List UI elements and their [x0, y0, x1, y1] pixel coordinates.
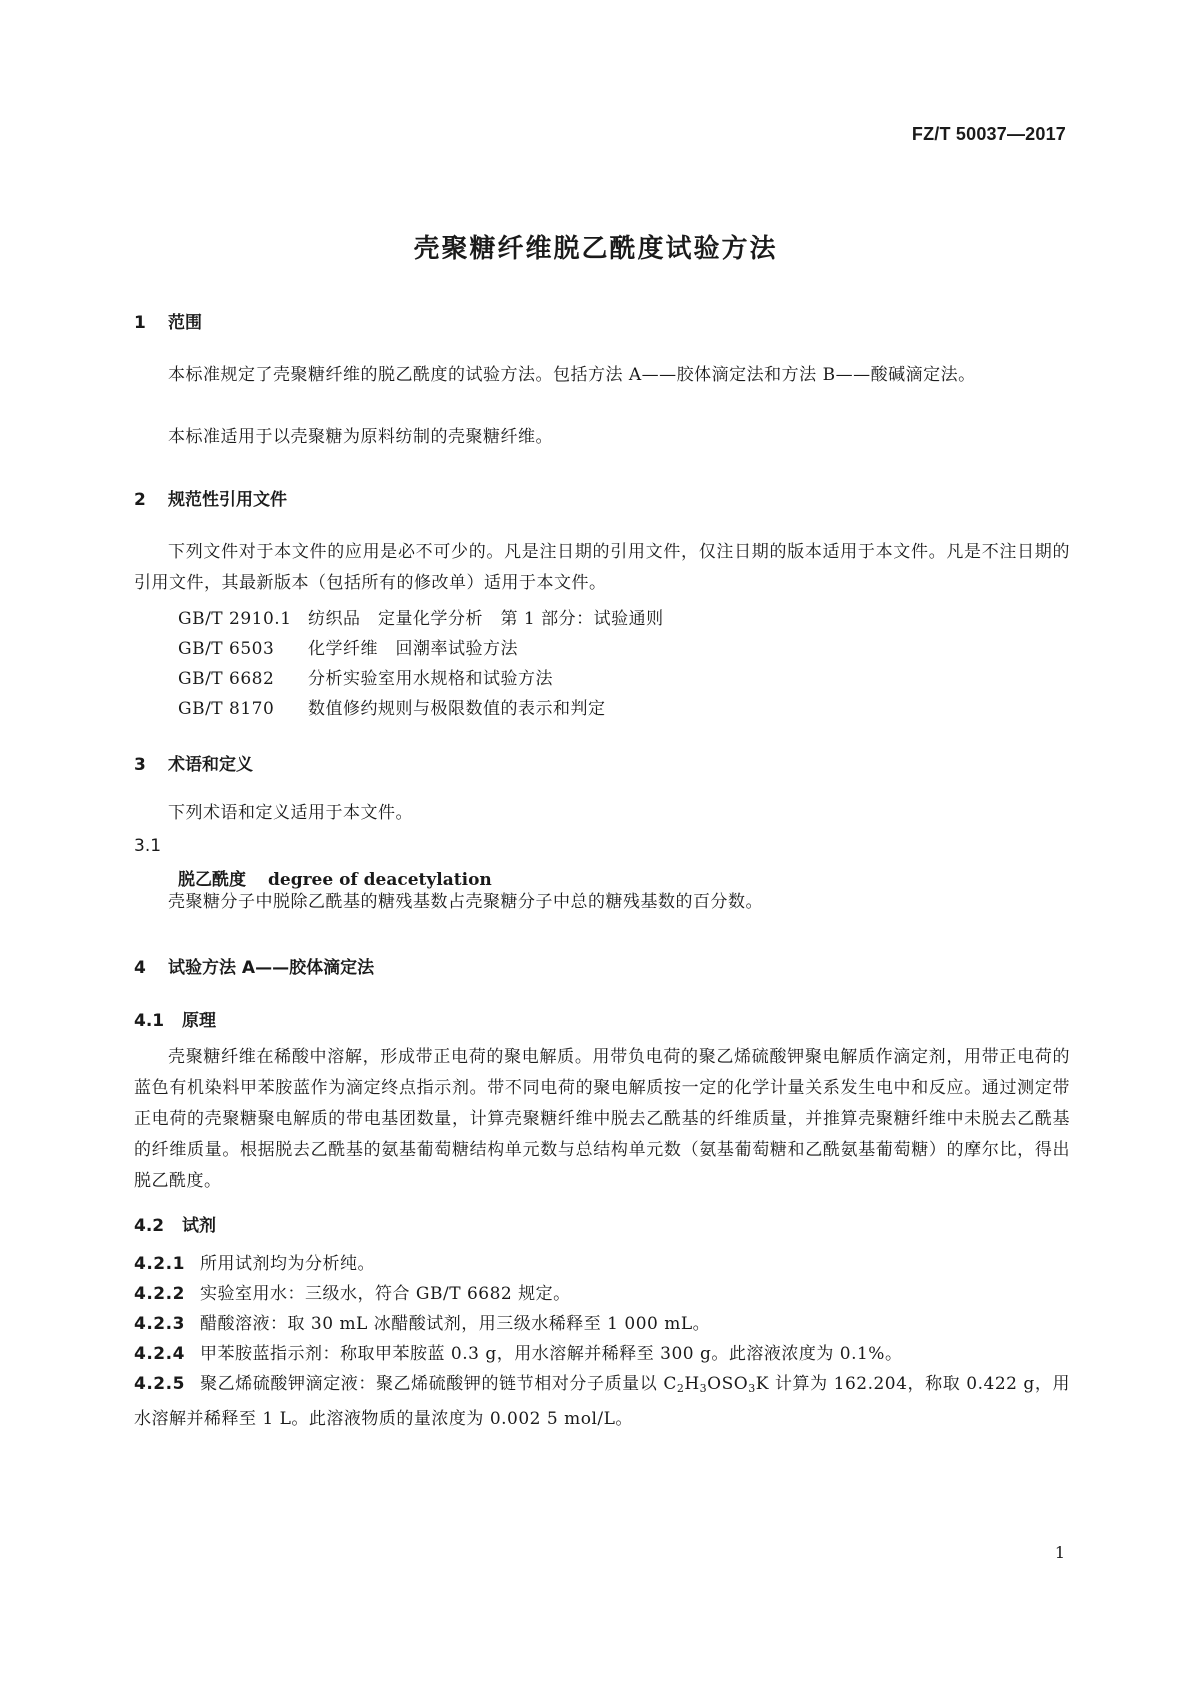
subsection-title: 试剂: [182, 1216, 216, 1236]
reference-code: GB/T 6503: [178, 639, 275, 659]
reference-title: 化学纤维 回潮率试验方法: [308, 639, 518, 659]
term-definition: 壳聚糖分子中脱除乙酰基的糖残基数占壳聚糖分子中总的糖残基数的百分数。: [168, 892, 763, 912]
section-number: 3: [134, 755, 146, 775]
clause-number: 4.2.1: [134, 1254, 185, 1274]
term-english: degree of deacetylation: [268, 870, 492, 890]
section-number: 1: [134, 313, 146, 333]
clause-item: [134, 1369, 1070, 1435]
reference-title: 数值修约规则与极限数值的表示和判定: [308, 699, 606, 719]
section-3-heading: [134, 750, 253, 775]
clause-text: 实验室用水：三级水，符合 GB/T 6682 规定。: [200, 1284, 571, 1304]
clause-number: 4.2.4: [134, 1344, 185, 1364]
section-2-heading: [134, 485, 287, 510]
paragraph: 壳聚糖纤维在稀酸中溶解，形成带正电荷的聚电解质。用带负电荷的聚乙烯硫酸钾聚电解质作滴定剂，用带正电荷的蓝色有机染料甲苯胺蓝作为滴定终点指示剂。带不同电荷的聚电解质按一定的化学计量关系发生电中和反应。通过测定带正电荷的壳聚糖聚电解质的带电基团数量，计算壳聚糖纤维中脱去乙酰基的纤维质量，并推算壳聚糖纤维中未脱去乙酰基的纤维质量。根据脱去乙酰基的氨基葡萄糖结构单元数与总结构单元数（氨基葡萄糖和乙酰氨基葡萄糖）的摩尔比，得出脱乙酰度。: [134, 1047, 1070, 1191]
subsection-4-1-heading: [134, 1006, 216, 1031]
paragraph: 本标准规定了壳聚糖纤维的脱乙酰度的试验方法。包括方法 A——胶体滴定法和方法 B——酸碱滴定法。: [168, 365, 976, 385]
section-number: 4: [134, 958, 146, 978]
subsection-title: 原理: [182, 1011, 216, 1031]
clause-item: [134, 1309, 1070, 1340]
standard-code: FZ/T 50037—2017: [911, 124, 1066, 144]
clause-item: [134, 1249, 1070, 1280]
reference-code: GB/T 2910.1: [178, 609, 292, 629]
reference-title: 纺织品 定量化学分析 第 1 部分：试验通则: [308, 609, 664, 629]
normative-reference: [178, 634, 518, 659]
subsection-number: 4.1: [134, 1011, 165, 1031]
section-number: 2: [134, 490, 146, 510]
reference-title: 分析实验室用水规格和试验方法: [308, 669, 553, 689]
clause-number: 4.2.5: [134, 1374, 185, 1394]
clause-text: 醋酸溶液：取 30 mL 冰醋酸试剂，用三级水稀释至 1 000 mL。: [200, 1314, 711, 1334]
section-title: 范围: [168, 313, 202, 333]
normative-reference: [178, 604, 664, 629]
term-chinese: 脱乙酰度: [178, 870, 246, 890]
term-number: 3.1: [134, 836, 162, 856]
document-title: 壳聚糖纤维脱乙酰度试验方法: [413, 234, 778, 264]
clause-number: 4.2.2: [134, 1284, 185, 1304]
reference-code: GB/T 6682: [178, 669, 275, 689]
clause-text: 聚乙烯硫酸钾滴定液：聚乙烯硫酸钾的链节相对分子质量以 $C_2H_3OSO_3K$ 计算为 162.204，称取 0.422 g，用水溶解并稀释至 1 L。此溶液物质的量浓度为 0.002 5 mol/L。: [134, 1374, 1070, 1429]
section-title: 规范性引用文件: [168, 490, 287, 510]
reference-code: GB/T 8170: [178, 699, 275, 719]
clause-item: [134, 1339, 1070, 1370]
section-4-heading: [134, 953, 374, 978]
clause-item: [134, 1279, 1070, 1310]
subsection-number: 4.2: [134, 1216, 165, 1236]
section-1-heading: [134, 308, 202, 333]
section-title: 术语和定义: [168, 755, 253, 775]
paragraph: 下列文件对于本文件的应用是必不可少的。凡是注日期的引用文件，仅注日期的版本适用于本文件。凡是不注日期的引用文件，其最新版本（包括所有的修改单）适用于本文件。: [134, 542, 1070, 593]
section-title: 试验方法 A——胶体滴定法: [168, 958, 375, 978]
page-number: 1: [1054, 1543, 1065, 1562]
paragraph: 本标准适用于以壳聚糖为原料纺制的壳聚糖纤维。: [168, 427, 553, 447]
normative-reference: [178, 694, 606, 719]
clause-number: 4.2.3: [134, 1314, 185, 1334]
clause-text: 甲苯胺蓝指示剂：称取甲苯胺蓝 0.3 g，用水溶解并稀释至 300 g。此溶液浓度为 0.1%。: [200, 1344, 903, 1364]
normative-reference: [178, 664, 553, 689]
subsection-4-2-heading: [134, 1211, 216, 1236]
clause-text: 所用试剂均为分析纯。: [200, 1254, 375, 1274]
paragraph: 下列术语和定义适用于本文件。: [168, 803, 413, 823]
